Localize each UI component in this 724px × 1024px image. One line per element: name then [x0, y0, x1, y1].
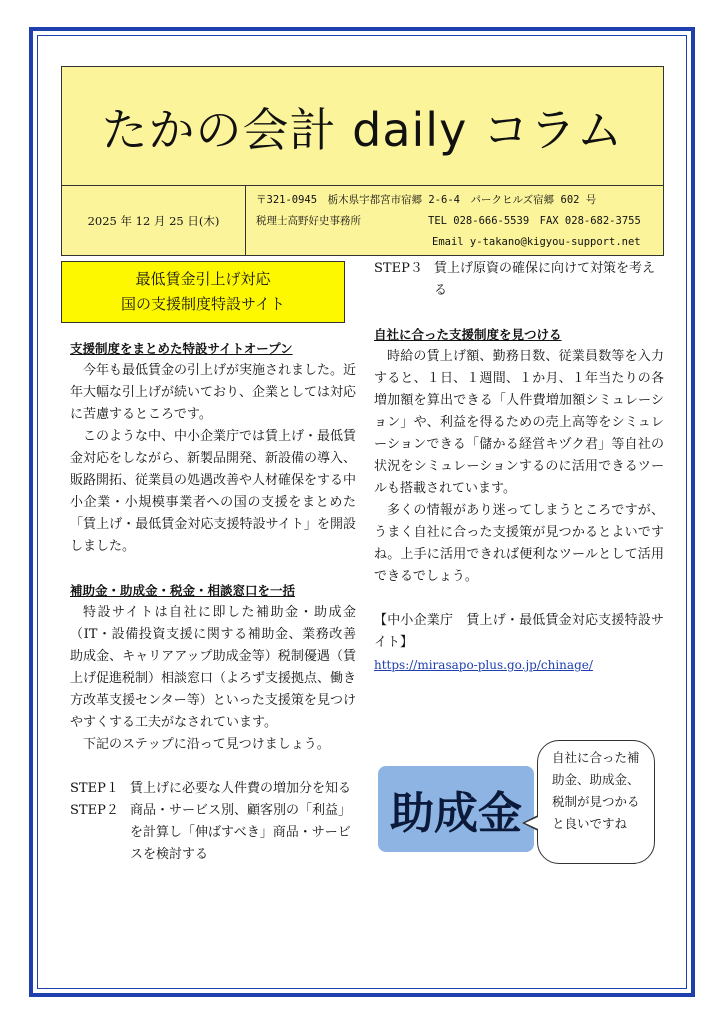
step-3-label: STEP３	[374, 261, 423, 276]
page-title: たかの会計 daily コラム	[101, 102, 624, 157]
article-right-column	[374, 258, 664, 677]
office-tel-fax: TEL 028-666-5539 FAX 028-682-3755	[428, 215, 641, 227]
office-info	[256, 190, 656, 248]
headline-line-2: 国の支援制度特設サイト	[121, 295, 285, 313]
section-1-paragraph-1: 今年も最低賃金の引上げが実施されました。近年大幅な引上げが続いており、企業としては対応に苦慮するところです。	[70, 363, 357, 422]
article-left-column	[70, 338, 356, 866]
office-address: 〒321-0945 栃木県宇都宮市宿郷 2-6-4 パークヒルズ宿郷 602 号	[256, 194, 597, 206]
source-label: 【中小企業庁 賃上げ・最低賃金対応支援特設サイト】	[374, 613, 664, 650]
section-2-heading: 補助金・助成金・税金・相談窓口を一括	[70, 583, 296, 598]
section-2-paragraph-1: 特設サイトは自社に即した補助金・助成金（IT・設備投資支援に関する補助金、業務改善助成金、キャリアアップ助成金等）税制優遇（賃上げ促進税制）相談窓口（よろず支援拠点、働き方改革支援センター等）といった支援策を見つけやすくする工夫がなされています。	[70, 605, 357, 730]
headline-line-1: 最低賃金引上げ対応	[135, 270, 271, 288]
step-1-label: STEP１	[70, 781, 119, 796]
step-1-text: 賃上げに必要な人件費の増加分を知る	[130, 781, 352, 796]
section-3-paragraph-2: 多くの情報があり迷ってしまうところですが、うまく自社に合った支援策が見つかるとよいですね。上手に活用できれば便利なツールとして活用できるでしょう。	[374, 503, 664, 584]
section-2-paragraph-2: 下記のステップに沿って見つけましょう。	[83, 737, 330, 752]
step-3-text: 賃上げ原資の確保に向けて対策を考える	[434, 261, 656, 298]
step-2	[70, 800, 356, 866]
step-2-label: STEP２	[70, 803, 119, 818]
speech-bubble: 自社に合った補助金、助成金、税制が見つかると良いですね	[537, 740, 655, 864]
speech-bubble-tail-fill	[525, 817, 538, 829]
subsidy-badge: 助成金	[378, 766, 534, 852]
section-1-heading: 支援制度をまとめた特設サイトオープン	[70, 341, 293, 356]
issue-date: 2025 年 12 月 25 日(木)	[62, 186, 246, 255]
office-name: 税理士高野好史事務所	[256, 215, 361, 227]
headline-box	[61, 261, 345, 323]
source-link[interactable]: https://mirasapo-plus.go.jp/chinage/	[374, 658, 593, 672]
step-2-text: 商品・サービス別、顧客別の「利益」を計算し「伸ばすべき」商品・サービスを検討する	[130, 803, 352, 862]
section-1-paragraph-2: このような中、中小企業庁では賃上げ・最低賃金対応をしながら、新製品開発、新設備の導入、販路開拓、従業員の処遇改善や人材確保をする中小企業・小規模事業者への国の支援をまとめた「賃上げ・最低賃金対応支援特設サイト」を開設しました。	[70, 429, 357, 554]
step-1	[70, 778, 356, 800]
masthead	[61, 66, 664, 256]
section-3-paragraph-1: 時給の賃上げ額、勤務日数、従業員数等を入力すると、１日、１週間、１か月、１年当たりの各増加額を算出できる「人件費増加額シミュレーション」や、利益を得るための売上高等をシミュレーションできる「儲かる経営キヅク君」等自社の状況をシミュレーションするのに活用できるツールも搭載されています。	[374, 349, 664, 496]
office-email: Email y-takano@kigyou-support.net	[432, 236, 641, 248]
section-3-heading: 自社に合った支援制度を見つける	[374, 327, 562, 342]
masthead-info-area	[62, 186, 663, 255]
step-3	[374, 258, 664, 302]
masthead-title-area	[62, 67, 663, 186]
